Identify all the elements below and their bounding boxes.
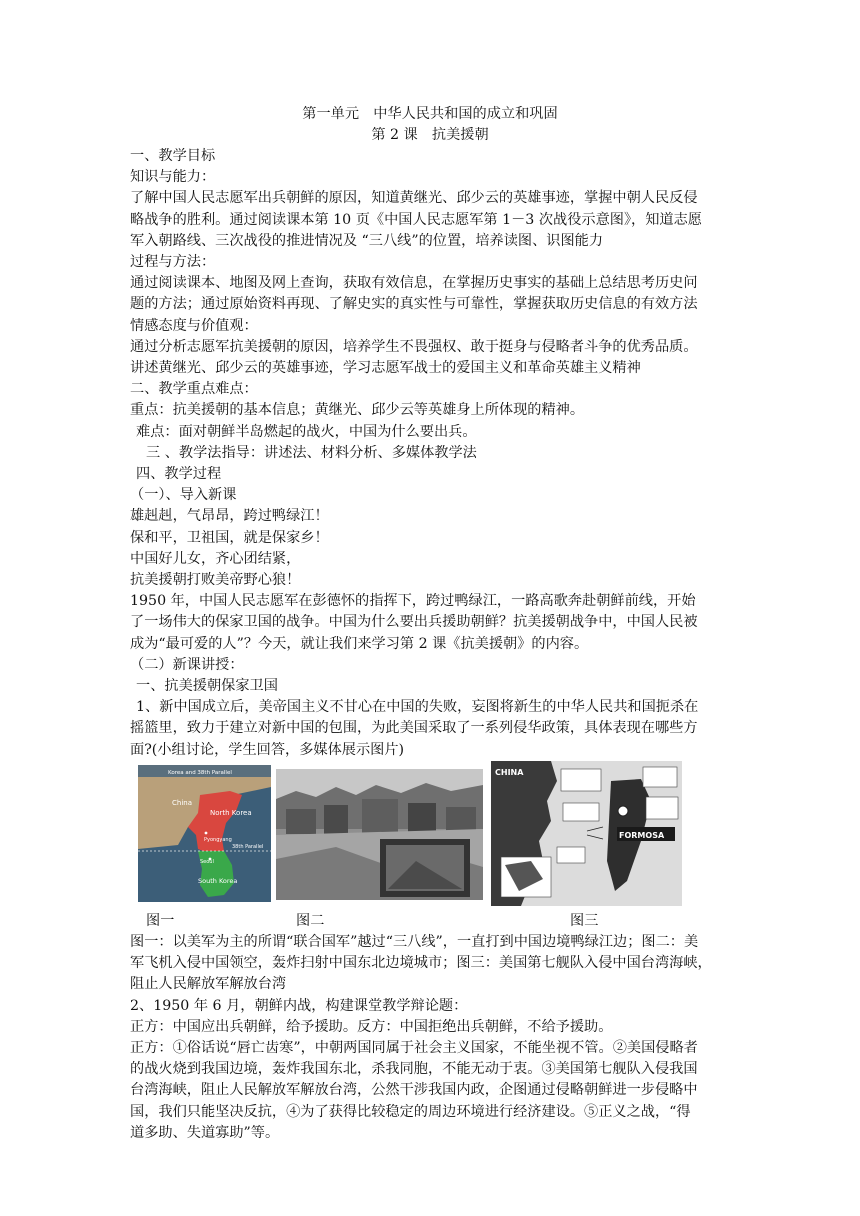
subheading: 知识与能力： xyxy=(130,169,216,186)
section-heading: 一、抗美援朝保家卫国 xyxy=(136,678,278,695)
paragraph-line: 通过阅读课本、地图及网上查询，获取有效信息，在掌握历史事实的基础上总结思考历史问 xyxy=(130,275,698,292)
paragraph-line: 2、1950 年 6 月，朝鲜内战，构建课堂教学辩论题： xyxy=(130,997,468,1014)
paragraph-line: 1、新中国成立后，美帝国主义不甘心在中国的失败，妄图将新生的中华人民共和国扼杀在 xyxy=(136,699,699,716)
figure-taiwan-strait-map xyxy=(491,761,682,906)
map-pyongyang-label: Pyongyang xyxy=(204,836,232,843)
paragraph-line: 正方：①俗话说“唇亡齿寒”，中朝两国同属于社会主义国家，不能坐视不管。②美国侵略者 xyxy=(130,1039,698,1056)
section-heading: 二、教学重点难点： xyxy=(130,381,258,398)
figure-captions xyxy=(130,911,730,932)
paragraph-line: 成为“最可爱的人”？今天，就让我们来学习第 2 课《抗美援朝》的内容。 xyxy=(130,635,589,652)
caption-figure-2: 图二 xyxy=(296,912,325,929)
map-china-label: CHINA xyxy=(495,767,524,777)
map-china-label: China xyxy=(172,798,192,807)
paragraph-line: 图一：以美军为主的所谓“联合国军”越过“三八线”，一直打到中国边境鸭绿江边；图二：美 xyxy=(130,933,699,950)
lesson-title: 第 2 课 抗美援朝 xyxy=(371,127,489,143)
paragraph-line: 了解中国人民志愿军出兵朝鲜的原因，知道黄继光、邱少云的英雄事迹，掌握中朝人民反侵 xyxy=(130,190,698,207)
caption-figure-1: 图一 xyxy=(146,912,175,929)
map-north-korea-label: North Korea xyxy=(210,808,252,817)
paragraph-line: 难点：面对朝鲜半岛燃起的战火，中国为什么要出兵。 xyxy=(136,423,477,440)
paragraph-line: 了一场伟大的保家卫国的战争。中国为什么要出兵援助朝鲜？抗美援朝战争中，中国人民被 xyxy=(130,614,698,631)
poem-line: 雄赳赳，气昂昂，跨过鸭绿江！ xyxy=(130,508,329,525)
map-title-label: Korea and 38th Parallel xyxy=(168,769,232,776)
paragraph-line: 国，我们只能坚决反抗，④为了获得比较稳定的周边环境进行经济建设。⑤正义之战，“得 xyxy=(130,1103,691,1120)
subheading: 情感态度与价值观： xyxy=(130,317,258,334)
poem-line: 中国好儿女，齐心团结紧， xyxy=(130,550,301,567)
poem-line: 抗美援朝打败美帝野心狼！ xyxy=(130,572,301,589)
figure-korea-map xyxy=(138,765,271,902)
section-heading: 四、教学过程 xyxy=(136,466,222,483)
map-formosa-label: FORMOSA xyxy=(619,830,665,840)
caption-figure-3: 图三 xyxy=(570,912,599,929)
map-parallel-label: 38th Parallel xyxy=(232,843,264,850)
paragraph-line: 正方：中国应出兵朝鲜，给予援助。反方：中国拒绝出兵朝鲜，不给予援助。 xyxy=(130,1018,613,1035)
section-heading: 三 、教学法指导：讲述法、材料分析、多媒体教学法 xyxy=(146,444,477,461)
paragraph-line: 道多助、失道寡助”等。 xyxy=(130,1124,280,1141)
unit-title: 第一单元 中华人民共和国的成立和巩固 xyxy=(302,106,558,122)
poem-line: 保和平，卫祖国，就是保家乡！ xyxy=(130,529,329,546)
document-body xyxy=(130,146,730,1144)
paragraph-line: 的战火烧到我国边境，轰炸我国东北，杀我同胞，不能无动于衷。③美国第七舰队入侵我国 xyxy=(130,1061,698,1078)
paragraph-line: 重点：抗美援朝的基本信息；黄继光、邱少云等英雄身上所体现的精神。 xyxy=(130,402,585,419)
paragraph-line: 军入朝路线、三次战役的推进情况及 “三八线”的位置，培养读图、识图能力 xyxy=(130,232,604,249)
paragraph-line: 军飞机入侵中国领空，轰炸扫射中国东北边境城市；图三：美国第七舰队入侵中国台湾海峡， xyxy=(130,955,712,972)
paragraph-line: 台湾海峡，阻止人民解放军解放台湾，公然干涉我国内政，企图通过侵略朝鲜进一步侵略中 xyxy=(130,1082,698,1099)
paragraph-line: 面?(小组讨论，学生回答，多媒体展示图片) xyxy=(130,741,405,758)
paragraph-line: 题的方法；通过原始资料再现、了解史实的真实性与可靠性，掌握获取历史信息的有效方法 xyxy=(130,296,698,313)
subheading: 过程与方法： xyxy=(130,254,216,271)
subheading: （二）新课讲授： xyxy=(130,656,244,673)
section-heading: 一、教学目标 xyxy=(130,148,216,164)
map-south-korea-label: South Korea xyxy=(198,876,238,885)
figure-bombed-city-photo xyxy=(276,769,483,900)
paragraph-line: 讲述黄继光、邱少云的英雄事迹，学习志愿军战士的爱国主义和革命英雄主义精神 xyxy=(130,360,641,377)
paragraph-line: 略战争的胜利。通过阅读课本第 10 页《中国人民志愿军第 1－3 次战役示意图》，知道志愿 xyxy=(130,211,702,228)
paragraph-line: 通过分析志愿军抗美援朝的原因，培养学生不畏强权、敢于挺身与侵略者斗争的优秀品质。 xyxy=(130,338,698,355)
map-seoul-label: Seoul xyxy=(200,858,214,865)
paragraph-line: 摇篮里，致力于建立对新中国的包围，为此美国采取了一系列侵华政策，具体表现在哪些方 xyxy=(130,720,698,737)
figure-row xyxy=(130,761,730,911)
paragraph-line: 阻止人民解放军解放台湾 xyxy=(130,976,287,993)
paragraph-line: 1950 年，中国人民志愿军在彭德怀的指挥下，跨过鸭绿江，一路高歌奔赴朝鲜前线，开始 xyxy=(130,593,696,610)
subheading: （一）、导入新课 xyxy=(130,487,237,504)
